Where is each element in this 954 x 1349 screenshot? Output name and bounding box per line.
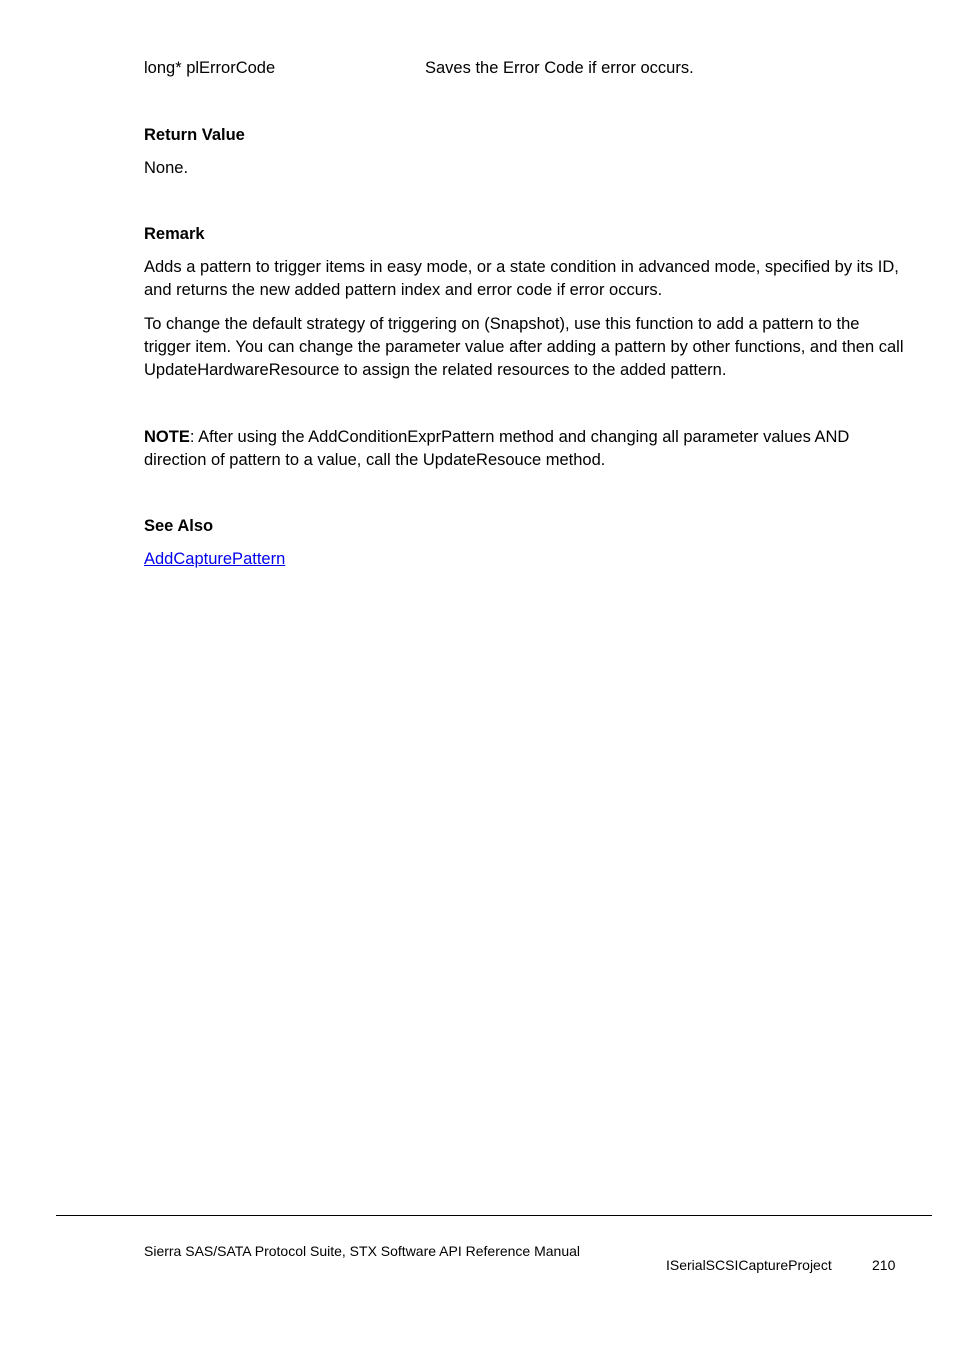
see-also-heading: See Also	[144, 517, 214, 535]
return-value-text: None.	[144, 159, 189, 177]
note-text: : After using the AddConditionExprPattern method and changing all parameter values AND direction of pattern to a value, call the UpdateResouce method.	[144, 428, 850, 469]
add-capture-pattern-link[interactable]: AddCapturePattern	[144, 550, 286, 568]
footer-manual-title: Sierra SAS/SATA Protocol Suite, STX Software API Reference Manual	[144, 1243, 581, 1259]
footer-divider	[56, 1215, 932, 1216]
remark-paragraph-2: To change the default strategy of triggering on (Snapshot), use this function to add a pattern to the trigger item. You can change the parameter value after adding a pattern by other functions, and then call UpdateHardwareResource to assign the related resources to the added pattern.	[144, 315, 904, 379]
footer-page-number: 210	[872, 1257, 896, 1273]
param-name: long* plErrorCode	[144, 59, 276, 77]
remark-heading: Remark	[144, 225, 205, 243]
note-label: NOTE	[144, 428, 190, 446]
note-paragraph	[144, 426, 904, 472]
return-value-heading: Return Value	[144, 126, 245, 144]
footer-section-name: ISerialSCSICaptureProject	[666, 1257, 832, 1273]
remark-paragraph-1: Adds a pattern to trigger items in easy mode, or a state condition in advanced mode, specified by its ID, and returns the new added pattern index and error code if error occurs.	[144, 258, 899, 299]
param-description: Saves the Error Code if error occurs.	[425, 59, 694, 77]
